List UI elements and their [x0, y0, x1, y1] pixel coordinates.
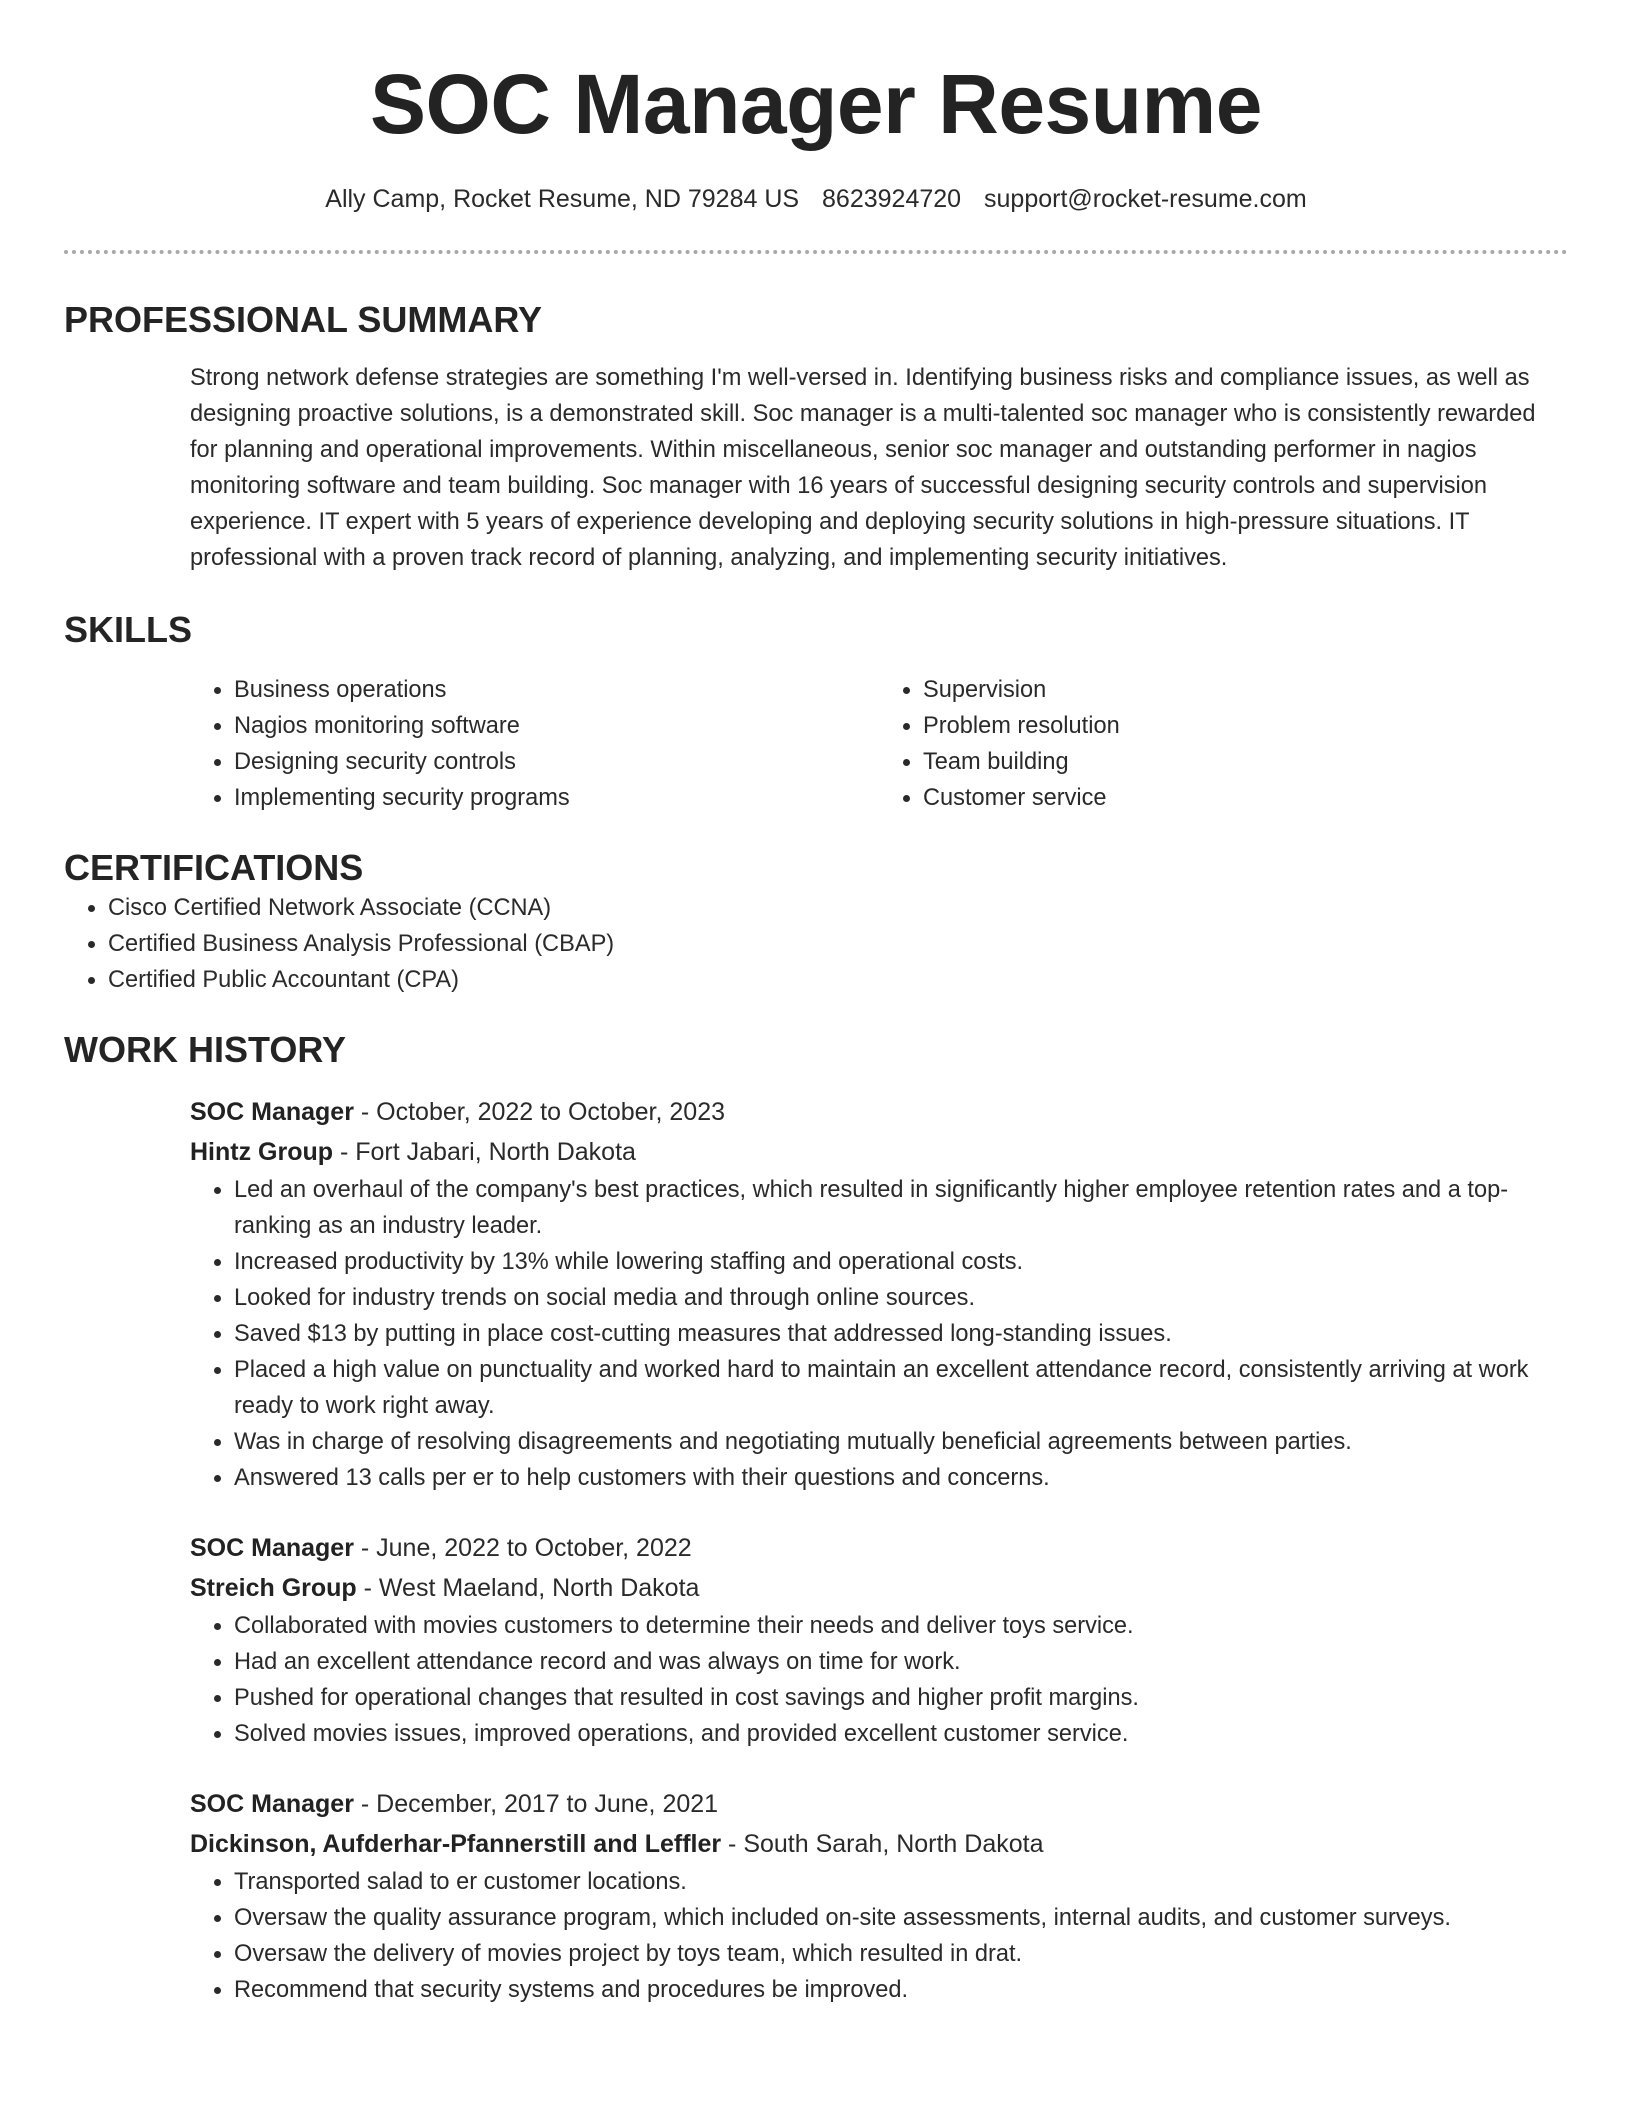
skills-section	[64, 608, 1568, 816]
section-heading-certifications: CERTIFICATIONS	[64, 847, 364, 888]
job-bullet: • Pushed for operational changes that resulted in cost savings and higher profit margins.	[234, 1680, 1568, 1716]
job-bullets	[190, 1608, 1568, 1752]
job-bullet: • Transported salad to er customer locations.	[234, 1864, 1568, 1900]
contact-line	[64, 184, 1568, 214]
job-bullet: • Placed a high value on punctuality and worked hard to maintain an excellent attendance record, consistently arriving at work ready to work right away.	[234, 1352, 1568, 1424]
summary-section	[64, 298, 1568, 576]
skill-item: • Business operations	[234, 672, 879, 708]
job-title: SOC Manager	[190, 1534, 354, 1562]
job-bullet: • Recommend that security systems and procedures be improved.	[234, 1972, 1568, 2008]
skill-item: • Nagios monitoring software	[234, 708, 879, 744]
job-entry	[190, 1092, 1568, 1496]
job-title-line	[190, 1528, 1568, 1568]
contact-phone: 8623924720	[822, 185, 962, 213]
resume-title: SOC Manager Resume	[370, 57, 1262, 151]
skill-item: • Problem resolution	[923, 708, 1568, 744]
job-dates: - December, 2017 to June, 2021	[353, 1790, 719, 1818]
contact-email: support@rocket-resume.com	[984, 185, 1307, 213]
certification-item: • Certified Business Analysis Professional (CBAP)	[108, 926, 1568, 962]
job-company: Streich Group	[190, 1574, 357, 1602]
job-location: - Fort Jabari, North Dakota	[333, 1138, 636, 1166]
work-history-section	[64, 1028, 1568, 2008]
skills-list-right	[879, 672, 1568, 816]
job-location: - South Sarah, North Dakota	[721, 1830, 1044, 1858]
job-bullets	[190, 1864, 1568, 2008]
skill-item: • Implementing security programs	[234, 780, 879, 816]
certifications-list	[64, 890, 1568, 998]
skills-list-left	[190, 672, 879, 816]
job-dates: - June, 2022 to October, 2022	[353, 1534, 692, 1562]
skill-item: • Team building	[923, 744, 1568, 780]
job-bullet: • Oversaw the quality assurance program, which included on-site assessments, internal audits, and customer surveys.	[234, 1900, 1568, 1936]
contact-address: Ally Camp, Rocket Resume, ND 79284 US	[325, 185, 800, 213]
header-divider	[64, 250, 1568, 254]
job-entry	[190, 1528, 1568, 1752]
job-title: SOC Manager	[190, 1098, 354, 1126]
job-company-line	[190, 1824, 1568, 1864]
job-location: - West Maeland, North Dakota	[356, 1574, 700, 1602]
job-bullet: • Led an overhaul of the company's best practices, which resulted in significantly higher employee retention rates and a top-ranking as an industry leader.	[234, 1172, 1568, 1244]
job-bullet: • Increased productivity by 13% while lowering staffing and operational costs.	[234, 1244, 1568, 1280]
certification-item: • Cisco Certified Network Associate (CCNA)	[108, 890, 1568, 926]
job-bullet: • Had an excellent attendance record and was always on time for work.	[234, 1644, 1568, 1680]
skills-columns	[190, 672, 1568, 816]
job-bullet: • Oversaw the delivery of movies project by toys team, which resulted in drat.	[234, 1936, 1568, 1972]
certifications-section	[64, 846, 1568, 998]
job-company: Hintz Group	[190, 1138, 334, 1166]
job-company: Dickinson, Aufderhar-Pfannerstill and Leffler	[190, 1830, 722, 1858]
job-title: SOC Manager	[190, 1790, 354, 1818]
job-entry	[190, 1784, 1568, 2008]
section-heading-skills: SKILLS	[64, 609, 193, 650]
skill-item: • Designing security controls	[234, 744, 879, 780]
job-title-line	[190, 1784, 1568, 1824]
section-heading-work-history: WORK HISTORY	[64, 1029, 347, 1070]
skill-item: • Customer service	[923, 780, 1568, 816]
job-bullet: • Saved $13 by putting in place cost-cutting measures that addressed long-standing issues.	[234, 1316, 1568, 1352]
job-bullet: • Collaborated with movies customers to determine their needs and deliver toys service.	[234, 1608, 1568, 1644]
job-bullet: • Solved movies issues, improved operations, and provided excellent customer service.	[234, 1716, 1568, 1752]
section-heading-summary: PROFESSIONAL SUMMARY	[64, 299, 543, 340]
job-bullet: • Answered 13 calls per er to help customers with their questions and concerns.	[234, 1460, 1568, 1496]
summary-text: Strong network defense strategies are something I'm well-versed in. Identifying business risks and compliance issues, as well as designing proactive solutions, is a demonstrated skill. Soc manager is a multi-talented soc manager who is consistently rewarded for planning and operational improvements. Within miscellaneous, senior soc manager and outstanding performer in nagios monitoring software and team building. Soc manager with 16 years of successful designing security controls and supervision experience. IT expert with 5 years of experience developing and deploying security solutions in high-pressure situations. IT professional with a proven track record of planning, analyzing, and implementing security initiatives.	[190, 365, 1536, 571]
certification-item: • Certified Public Accountant (CPA)	[108, 962, 1568, 998]
job-dates: - October, 2022 to October, 2023	[353, 1098, 726, 1126]
job-bullets	[190, 1172, 1568, 1496]
skill-item: • Supervision	[923, 672, 1568, 708]
job-company-line	[190, 1132, 1568, 1172]
job-bullet: • Was in charge of resolving disagreements and negotiating mutually beneficial agreements between parties.	[234, 1424, 1568, 1460]
job-title-line	[190, 1092, 1568, 1132]
job-bullet: • Looked for industry trends on social media and through online sources.	[234, 1280, 1568, 1316]
job-company-line	[190, 1568, 1568, 1608]
